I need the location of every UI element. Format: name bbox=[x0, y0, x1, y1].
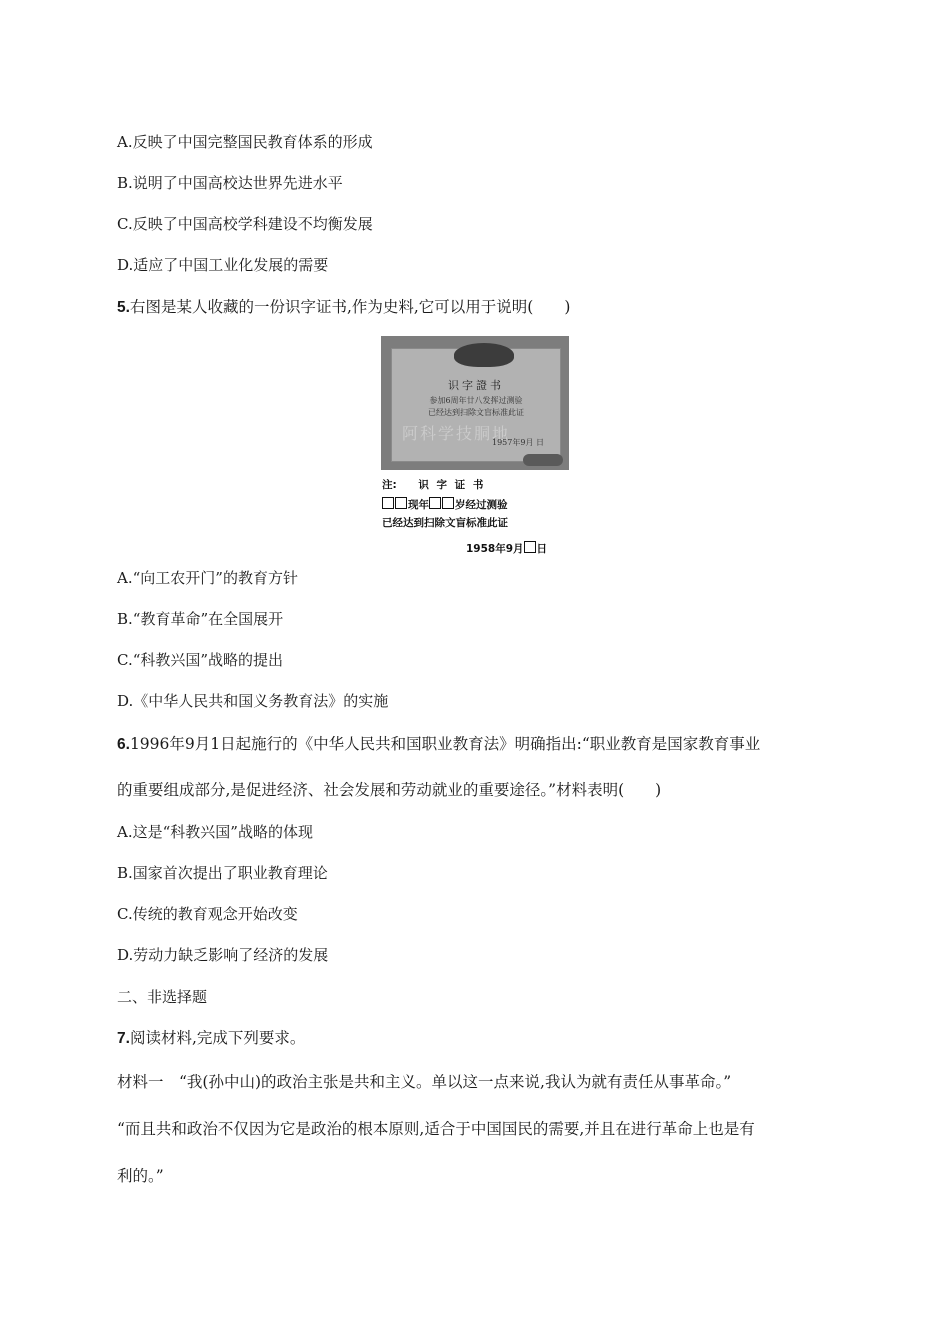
q6-option-c: C.传统的教育观念开始改变 bbox=[117, 905, 298, 923]
certificate-line-1: 参加6周年廿八发挥过测验 bbox=[429, 396, 523, 405]
q6-stem-text-1: 1996年9月1日起施行的《中华人民共和国职业教育法》明确指出:“职业教育是国家教育事业 bbox=[129, 735, 761, 753]
q5-option-b: B.“教育革命”在全国展开 bbox=[117, 610, 284, 628]
literacy-certificate-photo bbox=[381, 336, 569, 470]
blank-box bbox=[442, 497, 454, 509]
q6-option-b: B.国家首次提出了职业教育理论 bbox=[117, 864, 328, 882]
q5-option-a: A.“向工农开门”的教育方针 bbox=[117, 569, 298, 587]
q7-material-line-1: 材料一 “我(孙中山)的政治主张是共和主义。单以这一点来说,我认为就有责任从事革命。” bbox=[117, 1073, 732, 1091]
q5-stem bbox=[117, 296, 570, 319]
q4-option-b: B.说明了中国高校达世界先进水平 bbox=[117, 174, 343, 192]
q5-option-c: C.“科教兴国”战略的提出 bbox=[117, 651, 284, 669]
caption-title: 识 字 证 书 bbox=[418, 479, 486, 491]
blank-box bbox=[395, 497, 407, 509]
q7-material-line-2: “而且共和政治不仅因为它是政治的根本原则,适合于中国国民的需要,并且在进行革命上也是有 bbox=[117, 1120, 755, 1138]
q6-stem-line-2: 的重要组成部分,是促进经济、社会发展和劳动就业的重要途径。”材料表明( ) bbox=[117, 781, 662, 799]
caption-date-prefix: 1958年9月 bbox=[466, 543, 524, 555]
blank-box bbox=[524, 541, 536, 553]
q4-option-a: A.反映了中国完整国民教育体系的形成 bbox=[117, 133, 373, 151]
q6-option-a: A.这是“科教兴国”战略的体现 bbox=[117, 823, 313, 841]
certificate-emblem bbox=[454, 343, 514, 367]
section-2-title: 二、非选择题 bbox=[117, 988, 208, 1006]
figure-caption-line-1 bbox=[382, 497, 508, 512]
caption-text-age-prefix: 现年 bbox=[408, 499, 429, 511]
q4-option-c: C.反映了中国高校学科建设不均衡发展 bbox=[117, 215, 373, 233]
certificate-title: 识字證书 bbox=[448, 379, 504, 392]
figure-caption-line-2: 已经达到扫除文盲标准此证 bbox=[382, 517, 508, 529]
caption-text-age-suffix: 岁经过测验 bbox=[455, 499, 508, 511]
certificate-watermark: 阿科学技胴地 bbox=[402, 424, 511, 443]
q6-option-d: D.劳动力缺乏影响了经济的发展 bbox=[117, 946, 329, 964]
figure-caption-title-row bbox=[382, 477, 485, 492]
certificate-date: 1957年9月 日 bbox=[492, 438, 544, 447]
caption-date-suffix: 日 bbox=[536, 543, 548, 555]
q4-option-d: D.适应了中国工业化发展的需要 bbox=[117, 256, 329, 274]
q6-number: 6. bbox=[117, 736, 130, 753]
certificate-line-2: 已经达到扫除文盲标准此证 bbox=[428, 408, 524, 417]
figure-caption-date bbox=[466, 541, 547, 556]
blank-box bbox=[382, 497, 394, 509]
q7-material-line-3: 利的。” bbox=[117, 1167, 164, 1185]
caption-note-label: 注: bbox=[382, 479, 397, 491]
q5-option-d: D.《中华人民共和国义务教育法》的实施 bbox=[117, 692, 389, 710]
blank-box bbox=[429, 497, 441, 509]
certificate-paper bbox=[391, 348, 561, 462]
q6-stem-line-1 bbox=[117, 733, 760, 756]
watermark-logo bbox=[523, 454, 563, 466]
q5-stem-text: 右图是某人收藏的一份识字证书,作为史料,它可以用于说明( ) bbox=[129, 298, 571, 316]
q5-number: 5. bbox=[117, 299, 130, 316]
q7-stem bbox=[117, 1027, 305, 1050]
q7-stem-text: 阅读材料,完成下列要求。 bbox=[129, 1029, 306, 1047]
q7-number: 7. bbox=[117, 1030, 130, 1047]
